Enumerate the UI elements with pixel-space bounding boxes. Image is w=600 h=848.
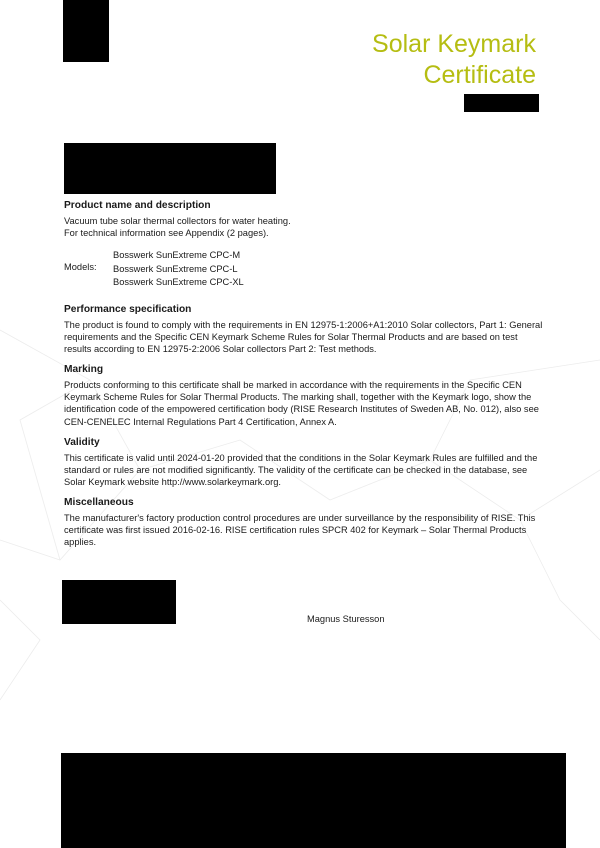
- models-block: [64, 249, 544, 290]
- title-line-2: Certificate: [423, 61, 536, 89]
- section-validity: [64, 437, 544, 488]
- validity-text: This certificate is valid until 2024-01-20 provided that the conditions in the Solar Keymark Rules are fulfilled and the standard or rules are not modified significantly. The validity of the certificate can be checked in the database, see Solar Keymark website http://www.solarkeymark.org.: [64, 452, 538, 487]
- title-line-1: Solar Keymark: [372, 30, 536, 58]
- redacted-certificate-number: [464, 94, 539, 112]
- section-marking: [64, 364, 544, 427]
- section-performance: [64, 304, 544, 355]
- redacted-logo-top-left: [63, 0, 109, 62]
- models-list: [113, 249, 244, 290]
- section-product: [64, 200, 544, 290]
- certificate-body: [64, 200, 544, 557]
- model-item: Bosswerk SunExtreme CPC-L: [113, 263, 238, 274]
- performance-heading: Performance specification: [64, 303, 192, 315]
- models-label: Models:: [64, 262, 97, 273]
- redacted-footer: [61, 753, 566, 848]
- redacted-holder-block: [64, 143, 276, 194]
- certificate-title: [372, 29, 536, 91]
- model-item: Bosswerk SunExtreme CPC-M: [113, 250, 241, 261]
- performance-text: The product is found to comply with the requirements in EN 12975-1:2006+A1:2010 Solar collectors, Part 1: General requirements and the Specific CEN Keymark Scheme Rules for Solar Thermal Products and are based on test results according to EN 12975-2:2006 Solar collectors Part 2: Test methods.: [64, 319, 543, 355]
- product-heading: Product name and description: [64, 200, 211, 211]
- validity-heading: Validity: [64, 436, 100, 448]
- marking-text: Products conforming to this certificate shall be marked in accordance with the requirements in the Specific CEN Keymark Scheme Rules for Solar Thermal Products. The marking shall, together with the Keymark logo, show the identification code of the empowered certification body (RISE Research Institutes of Sweden AB, No. 012), also see CEN-CENELEC Internal Regulations Part 4 Certification, Annex A.: [64, 380, 539, 427]
- model-item: Bosswerk SunExtreme CPC-XL: [113, 277, 244, 288]
- section-miscellaneous: [64, 497, 544, 548]
- product-description: Vacuum tube solar thermal collectors for water heating.: [64, 216, 291, 227]
- marking-heading: Marking: [64, 364, 104, 376]
- signatory-name: Magnus Sturesson: [307, 614, 385, 624]
- misc-text: The manufacturer's factory production control procedures are under surveillance by the responsibility of RISE. This certificate was first issued 2016-02-16. RISE certification rules SPCR 402 for Keymark – Solar Thermal Products applies.: [64, 513, 536, 548]
- redacted-signature: [62, 580, 176, 624]
- product-appendix-note: For technical information see Appendix (2 pages).: [64, 228, 269, 239]
- misc-heading: Miscellaneous: [64, 497, 134, 508]
